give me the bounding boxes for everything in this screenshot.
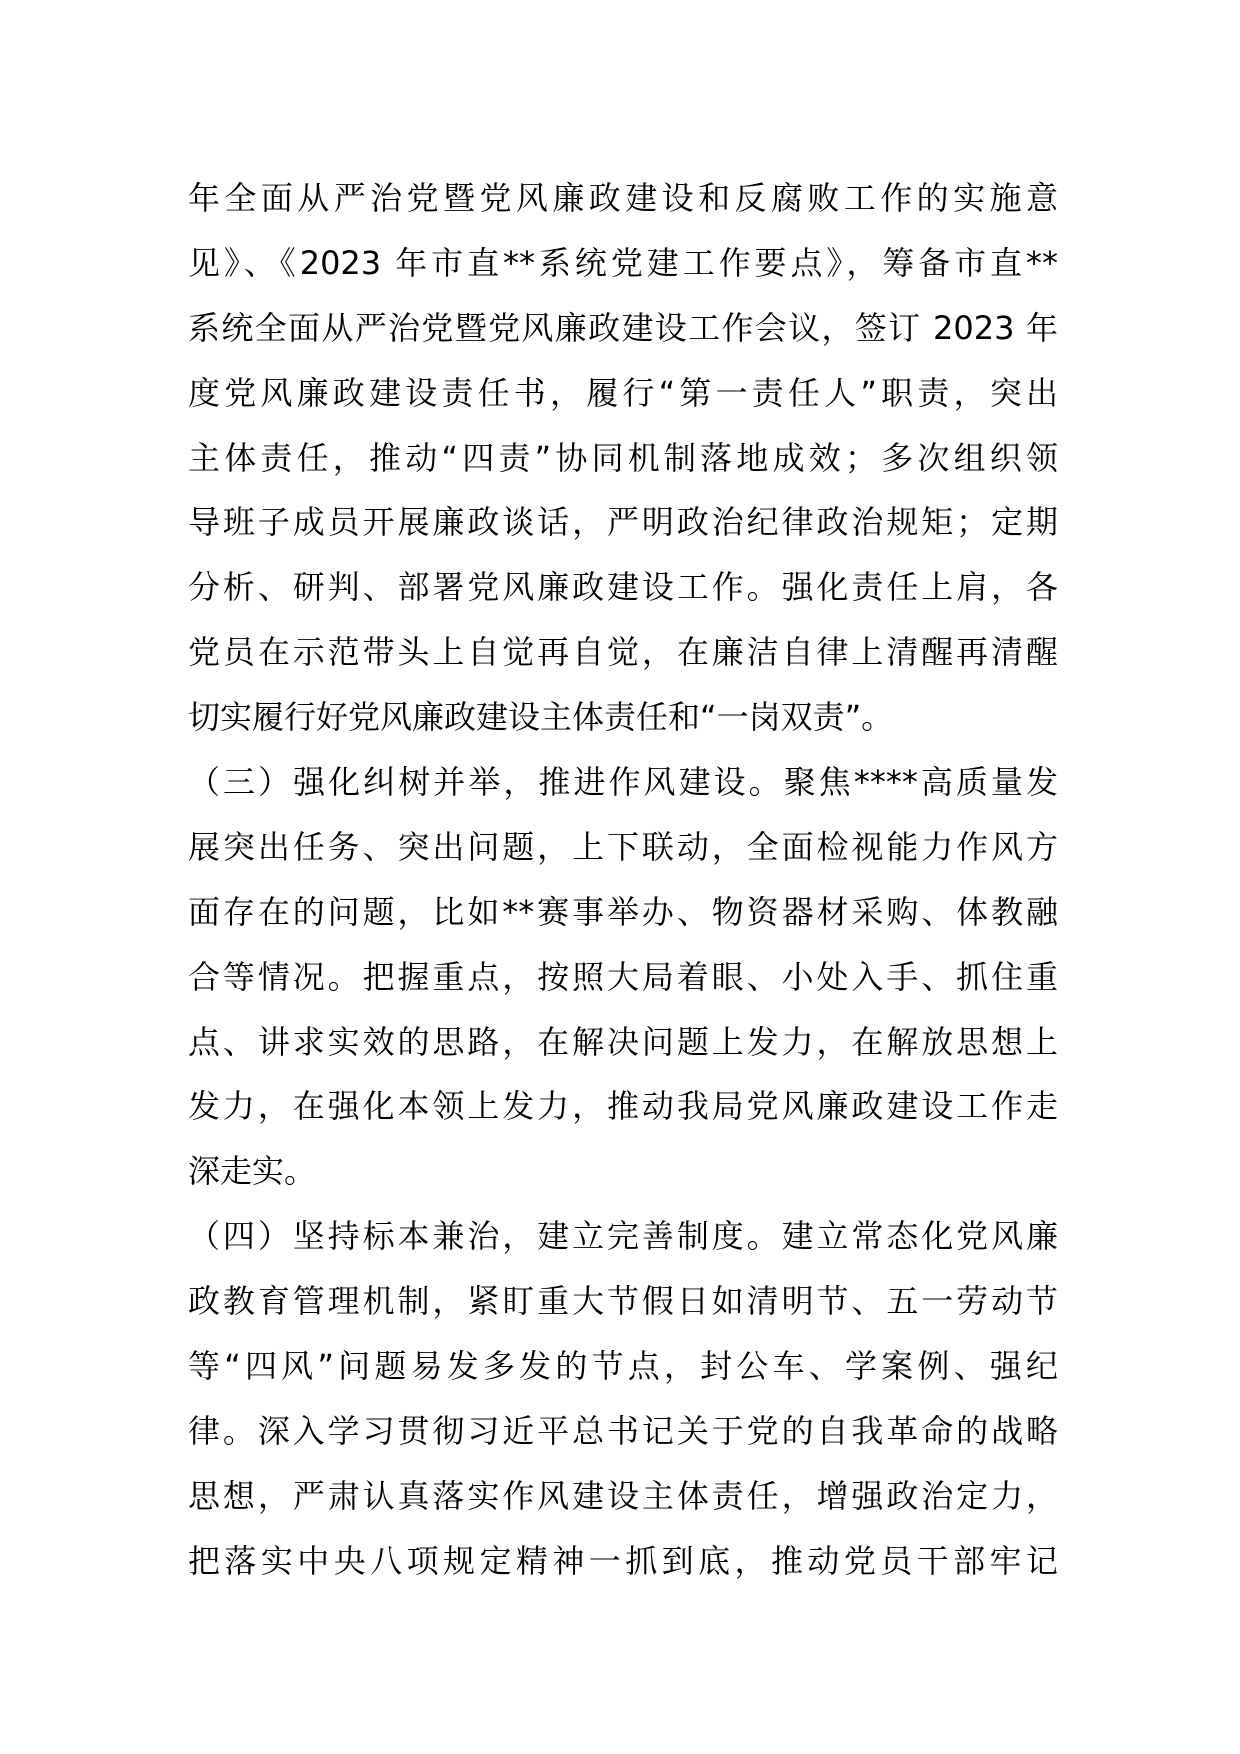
paragraph-line: 展突出任务、突出问题，上下联动，全面检视能力作风方 <box>188 827 1058 866</box>
paragraph-line: 导班子成员开展廉政谈话，严明政治纪律政治规矩；定期 <box>188 503 1058 542</box>
document-body <box>188 166 1058 1594</box>
paragraph-line: 思想，严肃认真落实作风建设主体责任，增强政治定力， <box>188 1476 1058 1515</box>
paragraph-line: 政教育管理机制，紧盯重大节假日如清明节、五一劳动节 <box>188 1282 1058 1321</box>
paragraph-line: 合等情况。把握重点，按照大局着眼、小处入手、抓住重 <box>188 957 1058 996</box>
paragraph-line: 面存在的问题，比如**赛事举办、物资器材采购、体教融 <box>188 892 1058 931</box>
paragraph-line: 点、讲求实效的思路，在解决问题上发力，在解放思想上 <box>188 1022 1058 1061</box>
paragraph-line: 年全面从严治党暨党风廉政建设和反腐败工作的实施意 <box>188 179 1058 217</box>
paragraph-2 <box>188 750 1058 1204</box>
paragraph-line: （四）坚持标本兼治，建立完善制度。建立常态化党风廉 <box>188 1217 1058 1256</box>
paragraph-line: 党员在示范带头上自觉再自觉，在廉洁自律上清醒再清醒 <box>188 633 1058 672</box>
paragraph-line: 等“四风”问题易发多发的节点，封公车、学案例、强纪 <box>188 1347 1058 1386</box>
paragraph-1 <box>188 166 1058 750</box>
paragraph-line: 切实履行好党风廉政建设主体责任和“一岗双责”。 <box>188 698 894 737</box>
paragraph-3 <box>188 1204 1058 1593</box>
paragraph-line: 主体责任，推动“四责”协同机制落地成效；多次组织领 <box>188 438 1058 477</box>
paragraph-line: 深走实。 <box>188 1152 317 1191</box>
paragraph-line: 度党风廉政建设责任书，履行“第一责任人”职责，突出 <box>188 373 1058 412</box>
paragraph-line: 系统全面从严治党暨党风廉政建设工作会议，签订 2023 年 <box>188 308 1058 347</box>
paragraph-line: （三）强化纠树并举，推进作风建设。聚焦****高质量发 <box>188 763 1058 802</box>
paragraph-line: 见》、《2023 年市直**系统党建工作要点》，筹备市直** <box>188 243 1058 282</box>
paragraph-line: 把落实中央八项规定精神一抓到底，推动党员干部牢记 <box>188 1541 1058 1580</box>
paragraph-line: 律。深入学习贯彻习近平总书记关于党的自我革命的战略 <box>188 1411 1058 1450</box>
paragraph-line: 分析、研判、部署党风廉政建设工作。强化责任上肩，各 <box>188 568 1058 607</box>
paragraph-line: 发力，在强化本领上发力，推动我局党风廉政建设工作走 <box>188 1087 1058 1126</box>
